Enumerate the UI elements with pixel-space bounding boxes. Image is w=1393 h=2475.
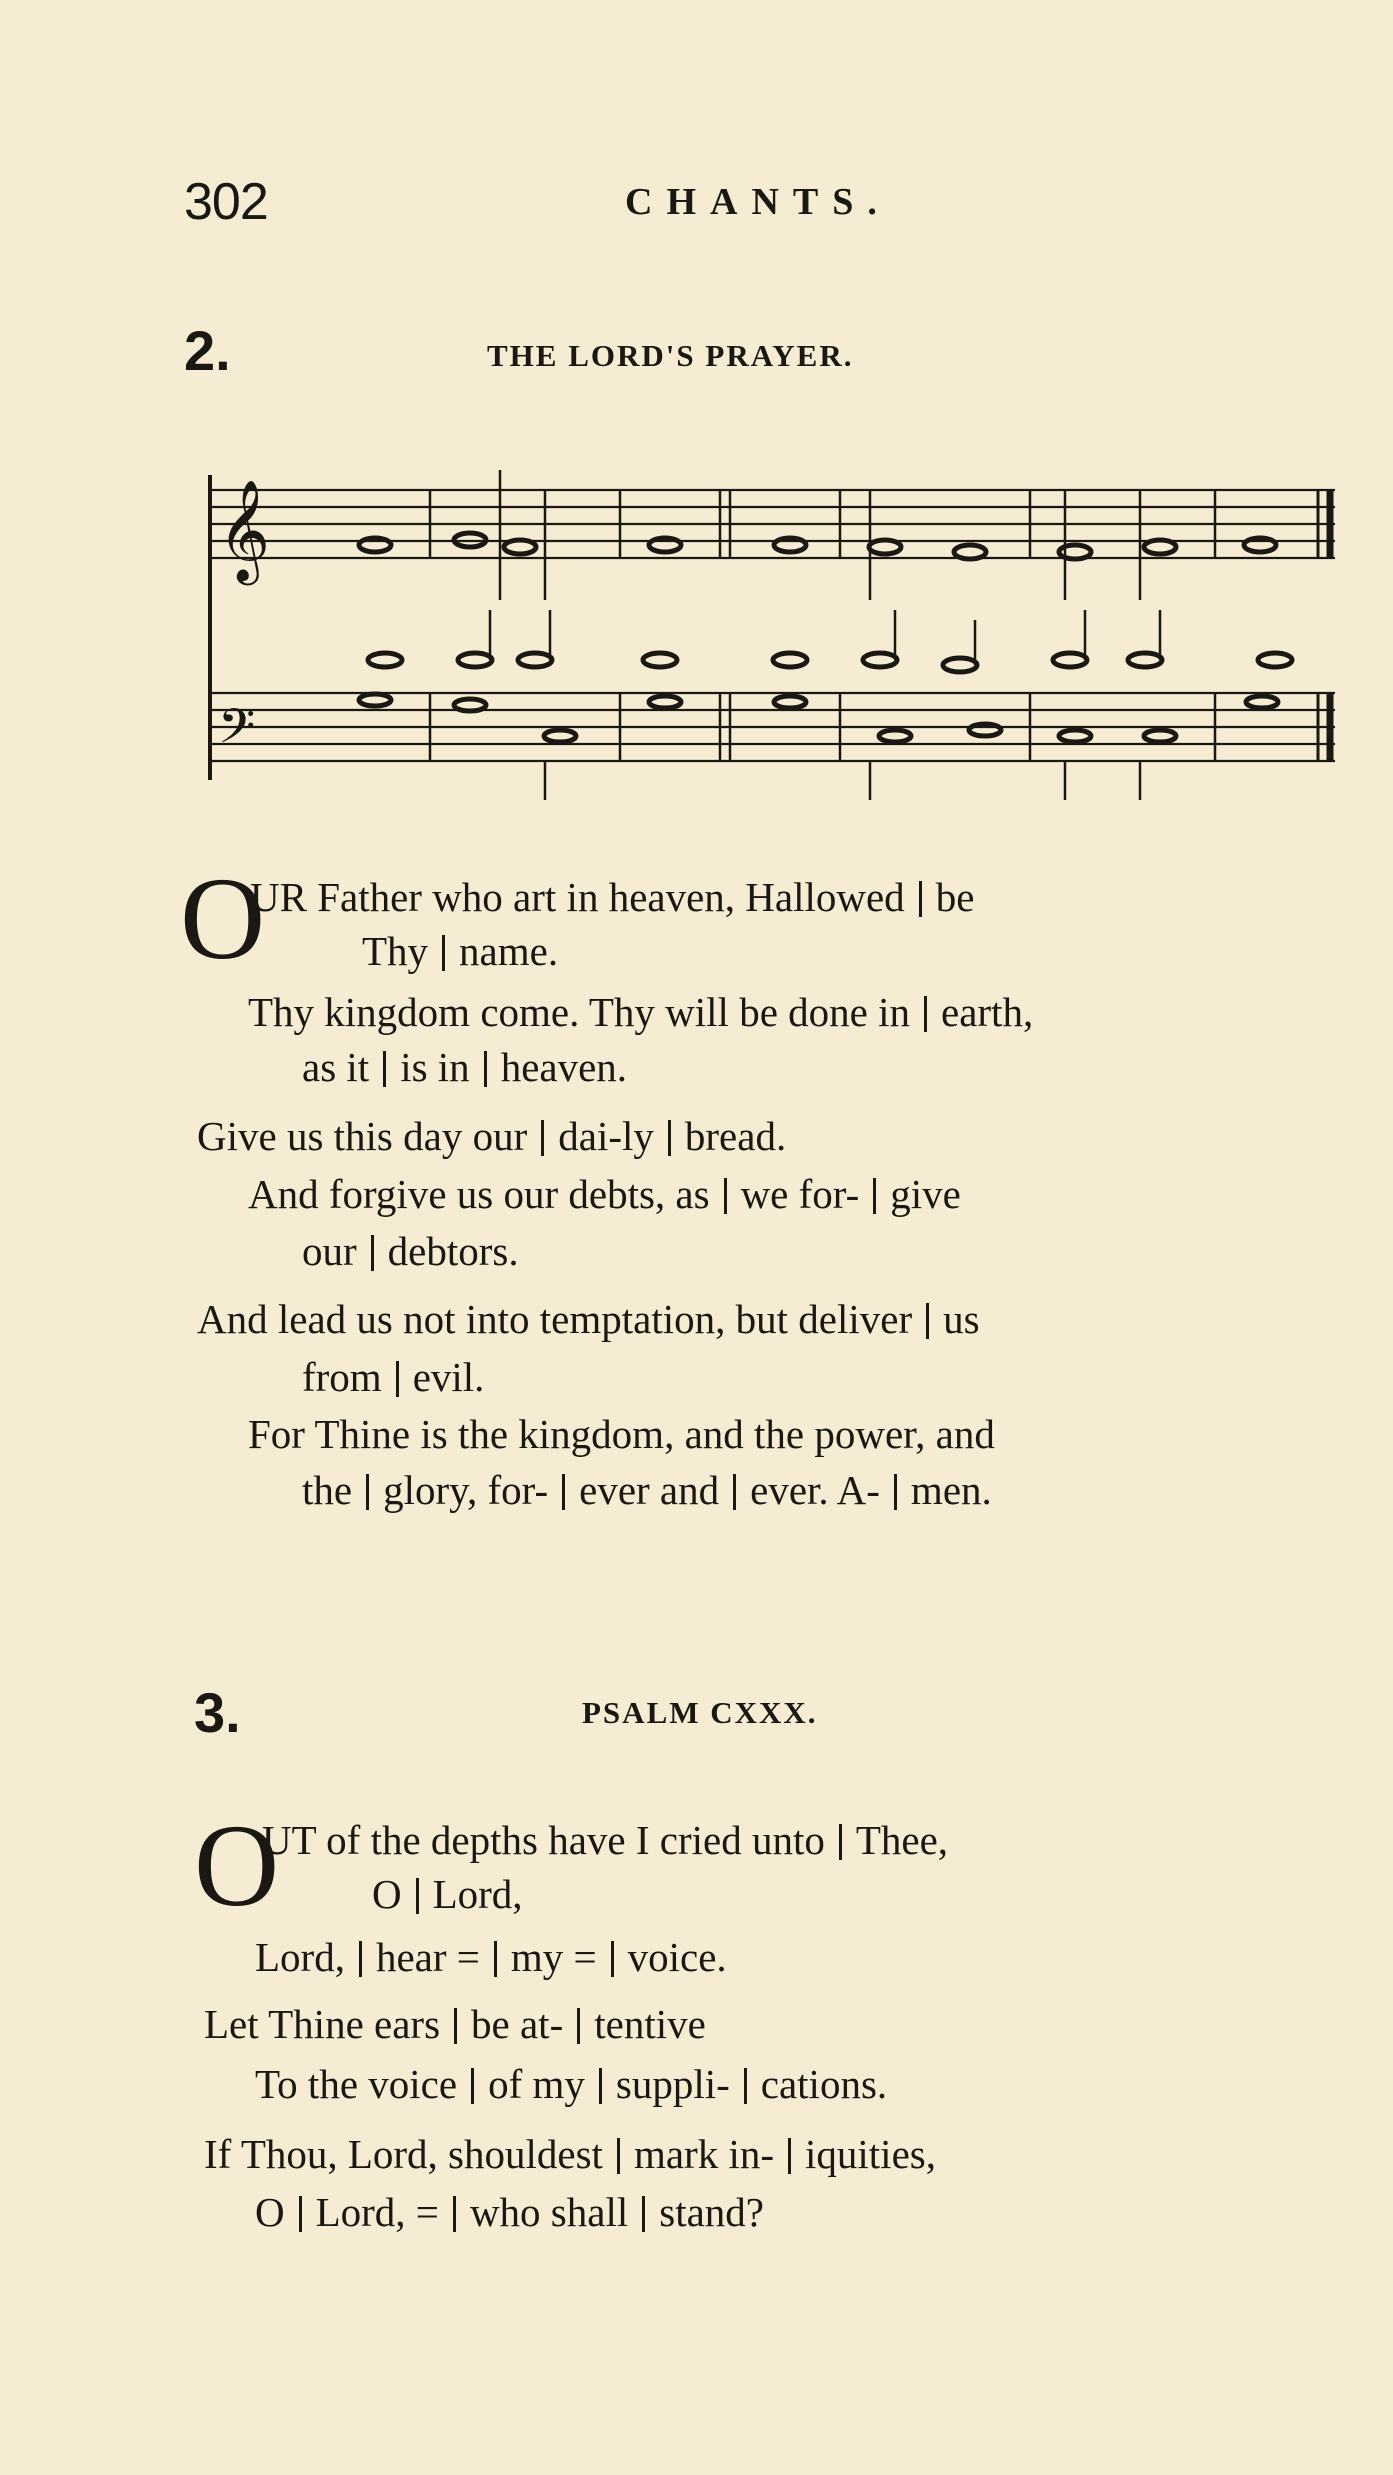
verse-line: If Thou, Lord, shouldest mark in- iquities,	[204, 2131, 936, 2177]
verse-line: the glory, for- ever and ever. A- men.	[302, 1467, 992, 1513]
verse-line: Let Thine ears be at- tentive	[204, 2001, 706, 2047]
verse-line: as it is in heaven.	[302, 1044, 628, 1090]
page-number: 302	[184, 173, 268, 231]
verse-line: Thy name.	[362, 928, 559, 974]
section-title-3: PSALM CXXX.	[582, 1695, 818, 1730]
section-number-3: 3.	[194, 1681, 241, 1744]
dropcap-2: O	[180, 853, 266, 984]
svg-text:𝄢: 𝄢	[218, 698, 256, 766]
verse-line: Give us this day our dai-ly bread.	[197, 1113, 787, 1159]
verse-line: And lead us not into temptation, but deliver us	[197, 1296, 980, 1342]
dropcap-3: O	[194, 1800, 280, 1931]
section-number-2: 2.	[184, 319, 231, 382]
running-head: CHANTS.	[625, 181, 891, 223]
verse-line: from evil.	[302, 1354, 485, 1400]
verse-line: Lord, hear = my = voice.	[255, 1934, 727, 1980]
verse-line: To the voice of my suppli- cations.	[255, 2061, 888, 2107]
verse-line: our debtors.	[302, 1228, 519, 1274]
section-title-2: THE LORD'S PRAYER.	[487, 338, 854, 373]
verse-line: For Thine is the kingdom, and the power, and	[248, 1411, 995, 1457]
verse-line: And forgive us our debts, as we for- give	[248, 1171, 961, 1217]
svg-text:𝄞: 𝄞	[218, 478, 271, 581]
verse-line: Thy kingdom come. Thy will be done in earth,	[248, 989, 1034, 1035]
verse-line: O Lord,	[372, 1871, 523, 1917]
verse-line: O Lord, = who shall stand?	[255, 2189, 764, 2235]
verse-line: UR Father who art in heaven, Hallowed be	[250, 874, 975, 920]
verse-line: UT of the depths have I cried unto Thee,	[262, 1817, 949, 1863]
